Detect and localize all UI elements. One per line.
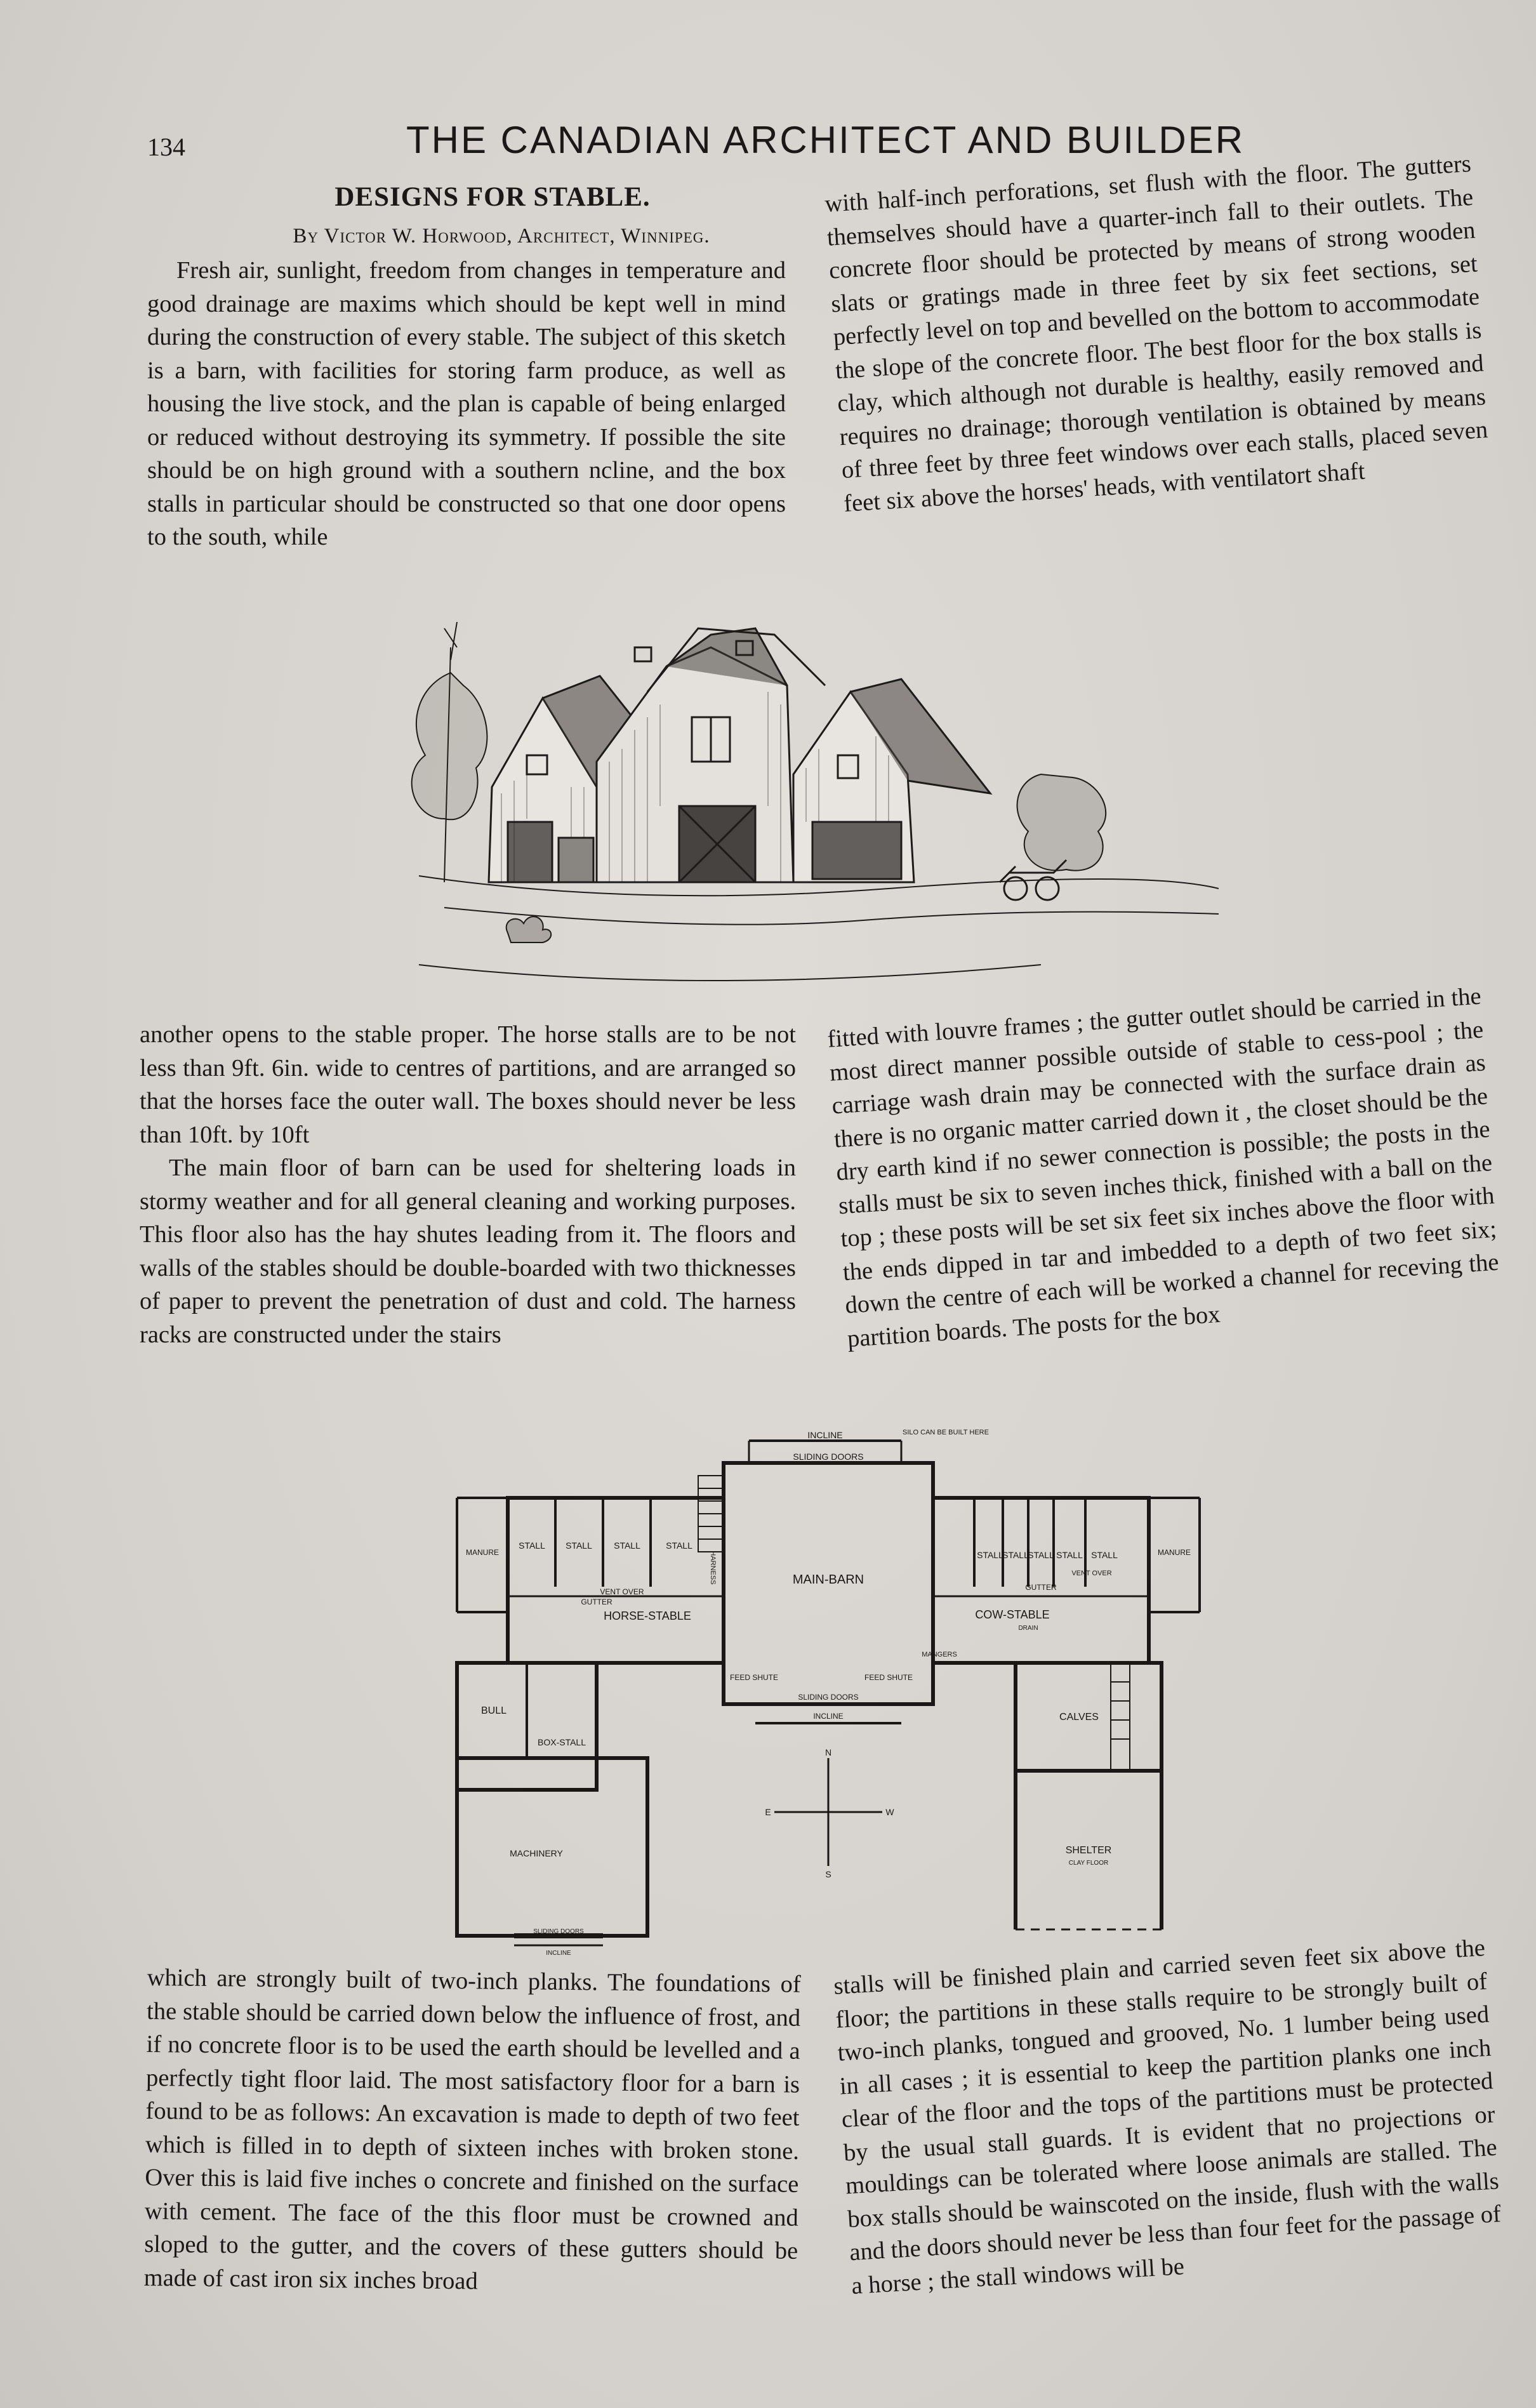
plan-label-sliding-doors-bottom: SLIDING DOORS <box>798 1693 859 1702</box>
plan-label-mangers: MANGERS <box>922 1651 957 1658</box>
plan-label-vent-over: VENT OVER <box>600 1587 644 1596</box>
plan-label-vent-over: VENT OVER <box>1071 1570 1112 1577</box>
paragraph: Fresh air, sunlight, freedom from changes in temperature and good drainage are maxims which should be kept well in mind during the construction of every stable. The subject of this sketch is a barn, with facilities for storing farm produce, as well as housing the live stock, and the plan is capable of being enlarged or reduced without destroying its symmetry. If possible the site should be on high ground with a southern ncline, and the box stalls in particular should be constructed so that one door opens to the south, while <box>147 257 786 550</box>
compass-w-label: W <box>885 1807 894 1817</box>
plan-label-stall: STALL <box>1056 1550 1083 1560</box>
plan-label-stall: STALL <box>666 1540 692 1551</box>
text-column-left-3 <box>144 1961 801 2301</box>
paragraph: which are strongly built of two-inch planks. The foundations of the stable should be carried down below the influence of frost, and if no concrete floor is to be used the earth should be levelled and a perfectly tight floor laid. The most satisfactory floor for a barn is found to be as follows: An excavation is made to depth of two feet which is filled in to depth of sixteen inches with broken stone. Over this is laid five inches o concrete and finished on the surface with cement. The face of the this floor must be crowned and sloped to the gutter, and the covers of these gutters should be made of cast iron six inches broad <box>143 1964 801 2294</box>
plan-label-silo-note: SILO CAN BE BUILT HERE <box>903 1429 989 1436</box>
text-column-left-2 <box>140 1018 796 1351</box>
running-header: THE CANADIAN ARCHITECT AND BUILDER <box>406 119 1245 161</box>
plan-label-manure-left: MANURE <box>465 1548 500 1557</box>
article-title: DESIGNS FOR STABLE. <box>334 182 651 212</box>
compass-s-label: S <box>825 1869 831 1879</box>
plan-label-stall: STALL <box>1091 1550 1118 1560</box>
plan-label-feed-shute-left: FEED SHUTE <box>729 1673 779 1682</box>
plan-label-bull: BULL <box>480 1705 507 1716</box>
paragraph: fitted with louvre frames ; the gutter outlet should be carried in the most direct manner possible outside of stable to cess-pool ; the carriage wash drain may be connected with the surface drain as there is no organic matter carried down it , the closet should be the dry earth kind if no sewer connection is possible; the posts in the stalls must be six to seven inches thick, finished with a ball on the top ; these posts will be set six feet six inches above the floor with the ends dipped in tar and imbedded to a depth of two feet six; down the centre of each will be worked a channel for receving the partition boards. The posts for the box <box>826 982 1500 1353</box>
plan-label-sliding-doors-machinery: SLIDING DOORS <box>533 1928 584 1935</box>
plan-label-horse-stable: HORSE-STABLE <box>604 1610 691 1622</box>
plan-label-gutter: GUTTER <box>1025 1583 1057 1592</box>
paragraph: The main floor of barn can be used for sheltering loads in stormy weather and for all general cleaning and working purposes. This floor also has the hay shutes leading from it. The floors and walls of the stables should be double-boarded with two thicknesses of paper to prevent the penetration of dust and cold. The harness racks are constructed under the stairs <box>140 1154 796 1348</box>
paragraph: with half-inch perforations, set flush with the floor. The gutters themselves should have a quarter-inch fall to their outlets. The concrete floor should be protected by means of strong wooden slats or gratings made in three feet by six feet sections, set perfectly level on top and bevelled on the bottom to accommodate the slope of the concrete floor. The best floor for the box stalls is clay, which although not durable is healthy, easily removed and requires no drainage; thorough ventilation is obtained by means of three feet by three feet windows over each stalls, placed seven feet six above the horses' heads, with ventilatort shaft <box>824 150 1489 517</box>
plan-label-drain: DRAIN <box>1018 1625 1038 1632</box>
plan-label-stall: STALL <box>614 1540 640 1551</box>
compass-n-label: N <box>824 1747 832 1757</box>
plan-label-shelter: SHELTER <box>1065 1845 1112 1856</box>
text-column-right-1 <box>824 147 1491 520</box>
plan-label-incline-machinery: INCLINE <box>546 1950 571 1955</box>
plan-label-main-barn: MAIN-BARN <box>792 1573 864 1587</box>
plan-label-feed-shute-right: FEED SHUTE <box>864 1673 913 1682</box>
article-byline: By Victor W. Horwood, Architect, Winnipeg. <box>293 225 710 248</box>
page-number: 134 <box>147 133 185 161</box>
text-column-right-3 <box>833 1931 1504 2303</box>
barn-sketch-illustration <box>381 609 1219 984</box>
plan-label-box-stall: BOX-STALL <box>538 1737 586 1747</box>
text-column-right-2 <box>826 980 1502 1356</box>
text-column-left-1 <box>147 254 786 554</box>
compass-e-label: E <box>765 1807 771 1817</box>
plan-label-stall: STALL <box>1002 1550 1029 1560</box>
plan-label-shelter-sub: CLAY FLOOR <box>1068 1860 1109 1867</box>
floor-plan-drawing <box>444 1428 1238 1955</box>
plan-label-stall: STALL <box>566 1540 592 1551</box>
plan-label-stall: STALL <box>977 1550 1003 1560</box>
plan-label-incline-top: INCLINE <box>807 1430 843 1440</box>
plan-label-cow-stable: COW-STABLE <box>975 1608 1050 1621</box>
plan-label-machinery: MACHINERY <box>510 1848 563 1858</box>
paragraph: stalls will be finished plain and carried seven feet six above the floor; the partitions in these stalls require to be strongly built of two-inch planks, tongued and grooved, No. 1 lumber being used in all cases ; it is essential to keep the partition planks one inch clear of the floor and the tops of the partitions must be protected by the usual stall guards. It is evident that no projections or mouldings can be tolerated where loose animals are stalled. The box stalls should be wainscoted on the inside, flush with the walls and the doors should never be less than four feet for the passage of a horse ; the stall windows will be <box>833 1935 1502 2299</box>
plan-label-manure-right: MANURE <box>1157 1548 1191 1557</box>
plan-label-calves: CALVES <box>1059 1712 1099 1723</box>
plan-label-harness: HARNESS <box>709 1551 717 1585</box>
plan-label-incline-bottom: INCLINE <box>813 1712 844 1721</box>
plan-label-gutter: GUTTER <box>581 1598 612 1606</box>
plan-label-sliding-doors-top: SLIDING DOORS <box>793 1452 864 1462</box>
paragraph: another opens to the stable proper. The horse stalls are to be not less than 9ft. 6in. wide to centres of partitions, and are arranged so that the horses face the outer wall. The boxes should never be less than 10ft. by 10ft <box>140 1021 796 1148</box>
plan-label-stall: STALL <box>1028 1550 1054 1560</box>
plan-label-stall: STALL <box>519 1540 545 1551</box>
